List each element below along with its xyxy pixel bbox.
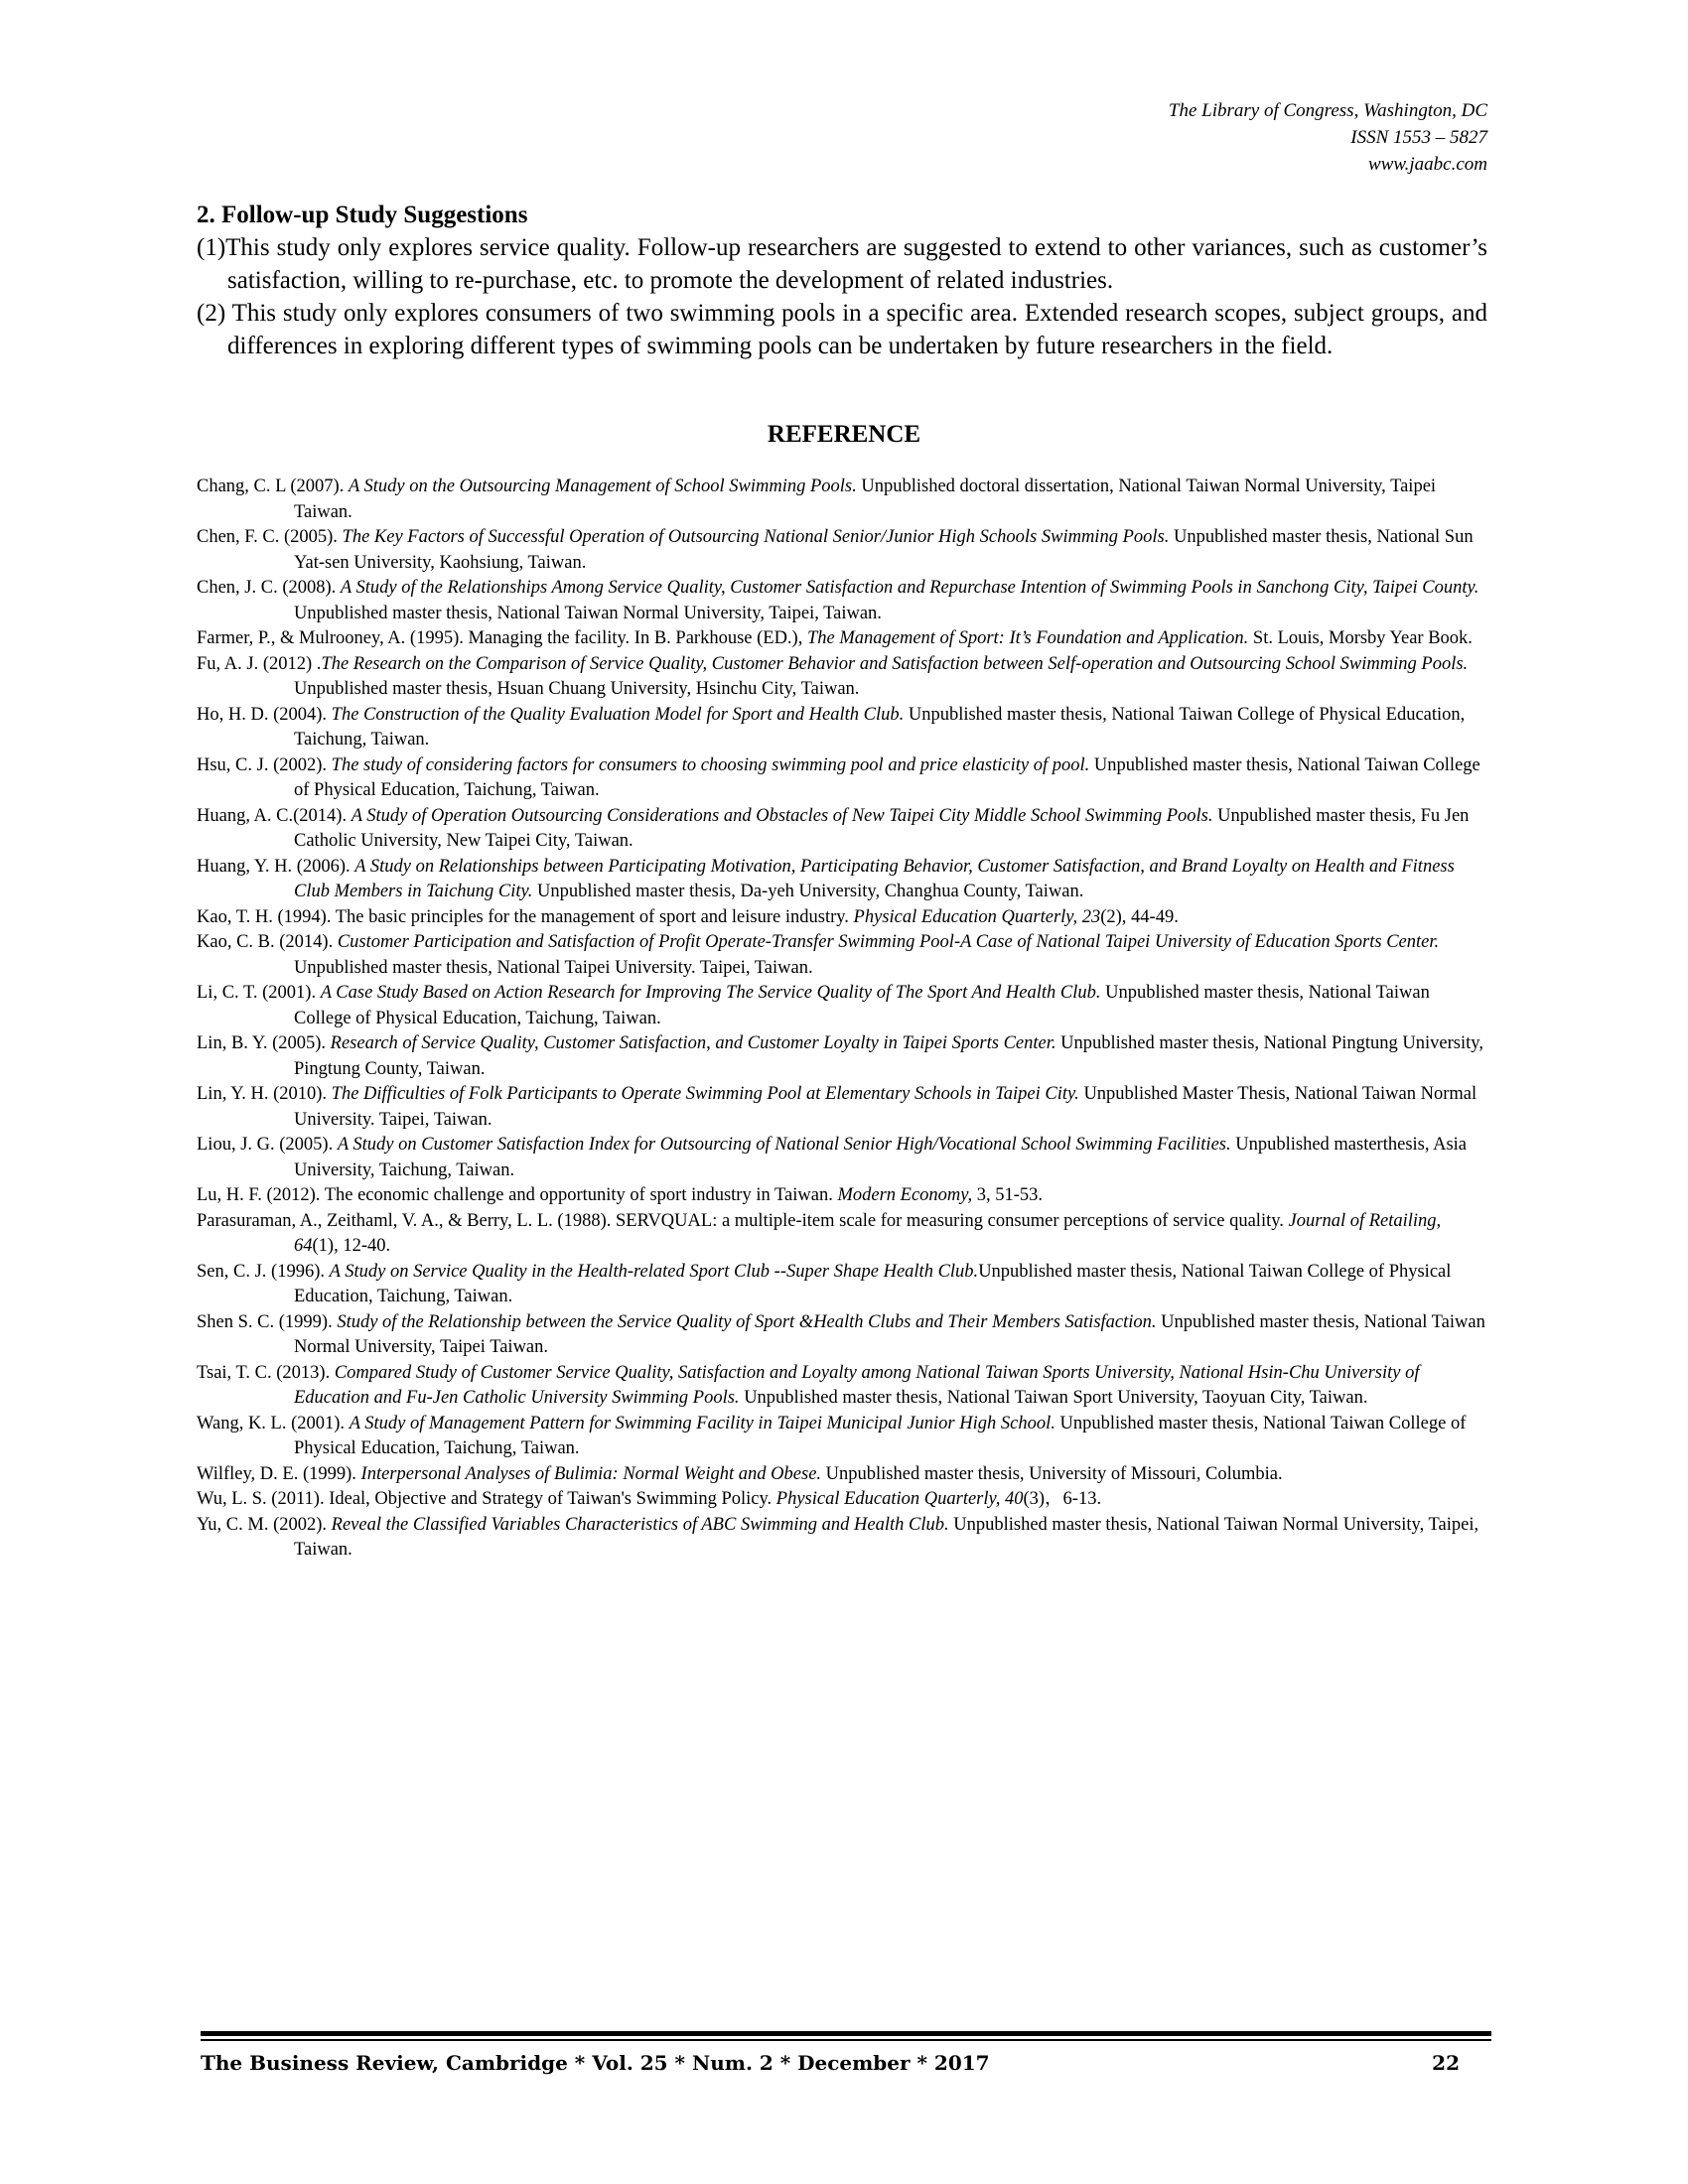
- reference-entry: [197, 475, 1487, 525]
- reference-title: Journal of Retailing, 64: [294, 1210, 1442, 1256]
- reference-entry: [197, 905, 1487, 931]
- reference-entry: [197, 1209, 1487, 1260]
- reference-authors: Farmer, P., & Mulrooney, A. (1995). Managing the facility. In B. Parkhouse (ED.),: [197, 628, 807, 648]
- reference-source: Unpublished master thesis, National Taiwan Normal University, Taipei Taiwan.: [294, 1311, 1485, 1357]
- reference-authors: Ho, H. D. (2004).: [197, 704, 332, 725]
- reference-entry: [197, 981, 1487, 1031]
- reference-authors: Wang, K. L. (2001).: [197, 1413, 350, 1433]
- reference-entry: [197, 703, 1487, 753]
- reference-source: (3)，6-13.: [1023, 1489, 1102, 1509]
- reference-entry: [197, 1513, 1487, 1564]
- reference-authors: Tsai, T. C. (2013).: [197, 1362, 335, 1383]
- reference-title: Physical Education Quarterly, 23: [853, 906, 1101, 927]
- reference-title: A Case Study Based on Action Research for Improving The Service Quality of The Sport And Health Club.: [320, 983, 1101, 1003]
- reference-authors: Huang, Y. H. (2006).: [197, 856, 355, 877]
- footer-rule-thin: [201, 2039, 1491, 2041]
- reference-title: The Key Factors of Successful Operation of Outsourcing National Senior/Junior High Schools Swimming Pools.: [342, 527, 1170, 547]
- reference-authors: Lin, B. Y. (2005).: [197, 1033, 331, 1053]
- reference-title: The Construction of the Quality Evaluation Model for Sport and Health Club.: [331, 704, 905, 725]
- reference-entry: [197, 1462, 1487, 1488]
- reference-title: The Research on the Comparison of Service Quality, Customer Behavior and Satisfaction between Self-operation and Outsourcing School Swimming Pools.: [321, 653, 1469, 674]
- reference-source: Unpublished masterthesis, Asia University, Taichung, Taiwan.: [294, 1135, 1468, 1180]
- reference-title: A Study of Management Pattern for Swimming Facility in Taipei Municipal Junior High School.: [349, 1413, 1055, 1433]
- reference-title: A Study on Relationships between Participating Motivation, Participating Behavior, Customer Satisfaction, and Brand Loyalty on Health and Fitness Club Members in Taichung City.: [294, 856, 1455, 901]
- header-website: www.jaabc.com: [1368, 154, 1487, 175]
- page-number: 22: [1432, 2051, 1460, 2075]
- reference-title: Study of the Relationship between the Service Quality of Sport &Health Clubs and Their Members Satisfaction.: [337, 1311, 1157, 1332]
- reference-title: The Difficulties of Folk Participants to Operate Swimming Pool at Elementary Schools in Taipei City.: [331, 1084, 1079, 1104]
- reference-title: Physical Education Quarterly, 40: [775, 1489, 1024, 1509]
- reference-authors: Shen S. C. (1999).: [197, 1311, 338, 1332]
- reference-authors: Chen, F. C. (2005).: [197, 527, 343, 547]
- header-issn: ISSN 1553 – 5827: [1350, 127, 1487, 148]
- reference-source: Unpublished master thesis, National Taiwan College of Physical Education, Taichung, Taiwan.: [294, 754, 1480, 800]
- reference-authors: Wu, L. S. (2011). Ideal, Objective and Strategy of Taiwan's Swimming Policy.: [197, 1489, 776, 1509]
- reference-entry: [197, 1031, 1487, 1082]
- reference-authors: Huang, A. C.(2014).: [197, 805, 352, 826]
- reference-entry: [197, 930, 1487, 981]
- reference-authors: Yu, C. M. (2002).: [197, 1514, 332, 1535]
- reference-source: Unpublished master thesis, National Taiwan College of Physical Education, Taichung, Taiwan.: [294, 983, 1430, 1028]
- reference-title: Customer Participation and Satisfaction of Profit Operate-Transfer Swimming Pool-A Case of National Taipei University of Education Sports Center.: [337, 932, 1440, 952]
- reference-entry: [197, 1260, 1487, 1310]
- reference-source: Unpublished master thesis, University of Missouri, Columbia.: [821, 1463, 1283, 1484]
- reference-authors: Fu, A. J. (2012) .: [197, 653, 322, 674]
- reference-entry: [197, 1487, 1487, 1513]
- reference-entry: [197, 1310, 1487, 1361]
- reference-source: Unpublished master thesis, National Taipei University. Taipei, Taiwan.: [294, 957, 813, 978]
- reference-entry: [197, 525, 1487, 576]
- reference-title: The Management of Sport: It’s Foundation and Application.: [806, 628, 1249, 648]
- reference-source: Unpublished master thesis, National Pingtung University, Pingtung County, Taiwan.: [294, 1033, 1483, 1079]
- reference-entry: [197, 1361, 1487, 1412]
- reference-entry: [197, 855, 1487, 905]
- reference-source: (2), 44-49.: [1100, 906, 1179, 927]
- reference-source: Unpublished master thesis, National Taiwan Normal University, Taipei, Taiwan.: [294, 603, 882, 623]
- reference-title: A Study of Operation Outsourcing Considerations and Obstacles of New Taipei City Middle School Swimming Pools.: [351, 805, 1213, 826]
- reference-title: A Study on Customer Satisfaction Index for Outsourcing of National Senior High/Vocational School Swimming Facilities.: [337, 1135, 1231, 1155]
- suggestion-item: (2) This study only explores consumers of two swimming pools in a specific area. Extended research scopes, subject groups, and differences in exploring different types of swimming pools can be undertaken by future researchers in the field.: [197, 300, 1487, 359]
- reference-source: Unpublished master thesis, National Taiwan Normal University, Taipei, Taiwan.: [294, 1514, 1479, 1560]
- reference-title: A Study on the Outsourcing Management of School Swimming Pools.: [348, 477, 857, 496]
- reference-title: Interpersonal Analyses of Bulimia: Normal Weight and Obese.: [360, 1463, 822, 1484]
- reference-title: Modern Economy,: [837, 1185, 973, 1205]
- reference-source: Unpublished master thesis, National Taiwan College of Physical Education, Taichung, Taiwan.: [294, 1261, 1452, 1306]
- reference-entry: [197, 1133, 1487, 1183]
- reference-authors: Chang, C. L (2007).: [197, 477, 349, 496]
- reference-source: (1), 12-40.: [312, 1236, 391, 1256]
- footer-rule-thick: [201, 2031, 1491, 2036]
- reference-entry: [197, 626, 1487, 652]
- reference-authors: Chen, J. C. (2008).: [197, 578, 341, 598]
- reference-entry: [197, 1183, 1487, 1209]
- reference-authors: Hsu, C. J. (2002).: [197, 754, 332, 775]
- reference-authors: Kao, C. B. (2014).: [197, 932, 338, 952]
- reference-authors: Lu, H. F. (2012). The economic challenge and opportunity of sport industry in Taiwan.: [197, 1185, 838, 1205]
- reference-source: Unpublished Master Thesis, National Taiwan Normal University. Taipei, Taiwan.: [294, 1084, 1477, 1130]
- reference-title: A Study of the Relationships Among Service Quality, Customer Satisfaction and Repurchase Intention of Swimming Pools in Sanchong City, Taipei County.: [340, 578, 1479, 598]
- reference-source: Unpublished master thesis, Hsuan Chuang University, Hsinchu City, Taiwan.: [294, 679, 860, 699]
- reference-authors: Liou, J. G. (2005).: [197, 1135, 338, 1155]
- reference-source: Unpublished master thesis, Fu Jen Catholic University, New Taipei City, Taiwan.: [294, 805, 1470, 851]
- reference-source: 3, 51-53.: [972, 1185, 1044, 1205]
- reference-authors: Sen, C. J. (1996).: [197, 1261, 330, 1282]
- reference-title: Reveal the Classified Variables Characteristics of ABC Swimming and Health Club.: [331, 1514, 949, 1535]
- reference-entry: [197, 1082, 1487, 1133]
- reference-entry: [197, 652, 1487, 703]
- reference-entry: [197, 804, 1487, 855]
- reference-entry: [197, 753, 1487, 804]
- reference-authors: Wilfley, D. E. (1999).: [197, 1463, 361, 1484]
- follow-up-section: [197, 199, 1487, 362]
- journal-header: [1169, 97, 1487, 178]
- reference-entry: [197, 1412, 1487, 1462]
- reference-list: [197, 475, 1487, 1564]
- footer-journal: The Business Review, Cambridge * Vol. 25 * Num. 2 * December * 2017: [201, 2051, 990, 2075]
- reference-source: St. Louis, Morsby Year Book.: [1248, 628, 1473, 648]
- reference-source: Unpublished master thesis, National Taiwan College of Physical Education, Taichung, Taiwan.: [294, 1413, 1467, 1458]
- reference-authors: Kao, T. H. (1994). The basic principles for the management of sport and leisure industry.: [197, 906, 854, 927]
- header-publisher: The Library of Congress, Washington, DC: [1168, 100, 1487, 121]
- reference-source: Unpublished master thesis, Da-yeh University, Changhua County, Taiwan.: [532, 882, 1084, 901]
- reference-heading: REFERENCE: [767, 421, 921, 448]
- reference-authors: Li, C. T. (2001).: [197, 983, 321, 1003]
- section-title: 2. Follow-up Study Suggestions: [197, 202, 528, 228]
- reference-source: Unpublished master thesis, National Taiwan College of Physical Education, Taichung, Taiwan.: [294, 704, 1466, 750]
- reference-title: The study of considering factors for consumers to choosing swimming pool and price elasticity of pool.: [331, 754, 1090, 775]
- reference-title: Compared Study of Customer Service Quality, Satisfaction and Loyalty among National Taiwan Sports University, National Hsin-Chu University of Education and Fu-Jen Catholic University Swimming Pools.: [294, 1362, 1420, 1408]
- reference-title: A Study on Service Quality in the Health-related Sport Club --Super Shape Health Club.: [329, 1261, 979, 1282]
- reference-source: Unpublished master thesis, National Taiwan Sport University, Taoyuan City, Taiwan.: [739, 1388, 1368, 1408]
- suggestion-item: (1)This study only explores service quality. Follow-up researchers are suggested to extend to other variances, such as customer’s satisfaction, willing to re-purchase, etc. to promote the development of related industries.: [197, 234, 1487, 294]
- reference-entry: [197, 576, 1487, 626]
- reference-source: Unpublished doctoral dissertation, National Taiwan Normal University, Taipei Taiwan.: [294, 477, 1437, 522]
- reference-title: Research of Service Quality, Customer Satisfaction, and Customer Loyalty in Taipei Sports Center.: [330, 1033, 1056, 1053]
- reference-authors: Parasuraman, A., Zeithaml, V. A., & Berry, L. L. (1988). SERVQUAL: a multiple-item scale for measuring consumer perceptions of service quality.: [197, 1210, 1289, 1231]
- reference-authors: Lin, Y. H. (2010).: [197, 1084, 332, 1104]
- reference-source: Unpublished master thesis, National Sun Yat-sen University, Kaohsiung, Taiwan.: [294, 527, 1474, 573]
